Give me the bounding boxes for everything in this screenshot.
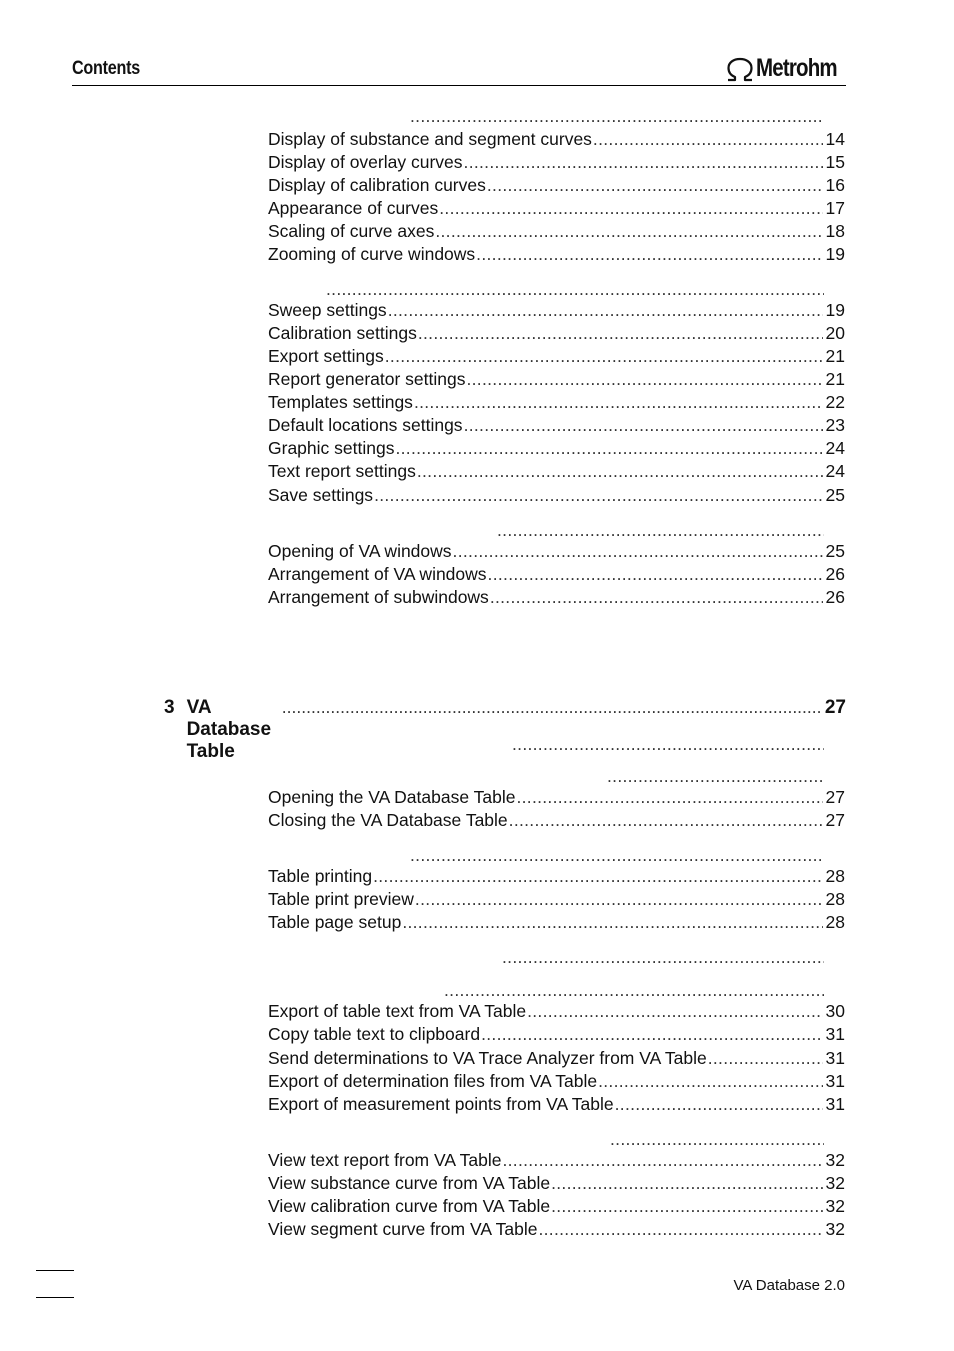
- toc-entry[interactable]: [268, 485, 845, 507]
- toc-entry[interactable]: [268, 221, 845, 243]
- toc-entry-label: Table printing: [268, 866, 373, 886]
- toc-leader: [615, 1094, 823, 1115]
- toc-entry-label: Display of overlay curves: [268, 152, 463, 172]
- footer-product-name: VA Database 2.0: [733, 1277, 845, 1294]
- toc-entry-label: Scaling of curve axes: [268, 221, 435, 241]
- toc-leader: [538, 1219, 823, 1240]
- toc-entry[interactable]: [268, 787, 845, 809]
- toc-leader: [516, 787, 823, 808]
- toc-entry-page: 22: [825, 392, 845, 412]
- toc-leader: [388, 300, 823, 321]
- toc-entry-page: 19: [825, 244, 845, 264]
- toc-entry-page: 27: [825, 810, 845, 830]
- toc-leader: [453, 541, 823, 562]
- section-leader: [502, 947, 824, 969]
- toc-entry-label: Save settings: [268, 485, 374, 505]
- toc-entry-page: 25: [825, 541, 845, 561]
- section-leader: [497, 520, 824, 542]
- toc-entry-label: Table page setup: [268, 912, 402, 932]
- toc-entry[interactable]: [268, 1219, 845, 1241]
- toc-entry[interactable]: [268, 1150, 845, 1172]
- toc-entry-page: 26: [825, 564, 845, 584]
- toc-entry[interactable]: [268, 300, 845, 322]
- omega-icon: [725, 56, 755, 84]
- toc-entry-page: 28: [825, 866, 845, 886]
- chapter-heading[interactable]: [164, 697, 846, 762]
- toc-entry-page: 32: [825, 1150, 845, 1170]
- toc-entry-page: 25: [825, 485, 845, 505]
- toc-entry-label: Default locations settings: [268, 415, 463, 435]
- toc-entry-label: View substance curve from VA Table: [268, 1173, 551, 1193]
- toc-entry-label: Report generator settings: [268, 369, 466, 389]
- toc-entry-label: View text report from VA Table: [268, 1150, 502, 1170]
- toc-entry-label: Appearance of curves: [268, 198, 439, 218]
- toc-entry[interactable]: [268, 1048, 845, 1070]
- toc-leader: [439, 198, 823, 219]
- toc-entry-page: 21: [825, 369, 845, 389]
- chapter-number: 3: [164, 697, 175, 718]
- section-leader: [512, 734, 824, 756]
- toc-leader: [551, 1196, 823, 1217]
- toc-entry-page: 17: [825, 198, 845, 218]
- toc-entry[interactable]: [268, 175, 845, 197]
- page-header-title: Contents: [72, 58, 140, 79]
- toc-entry-label: Table print preview: [268, 889, 414, 909]
- toc-leader: [282, 697, 823, 718]
- toc-leader: [402, 912, 823, 933]
- toc-entry[interactable]: [268, 152, 845, 174]
- toc-entry-label: Opening of VA windows: [268, 541, 452, 561]
- toc-entry-label: Calibration settings: [268, 323, 417, 343]
- section-leader: [326, 279, 824, 301]
- toc-entry-label: Arrangement of VA windows: [268, 564, 487, 584]
- toc-entry[interactable]: [268, 889, 845, 911]
- toc-entry-label: Display of calibration curves: [268, 175, 486, 195]
- toc-entry-page: 32: [825, 1196, 845, 1216]
- toc-entry-label: Opening the VA Database Table: [268, 787, 516, 807]
- toc-entry-page: 24: [825, 461, 845, 481]
- toc-entry[interactable]: [268, 564, 845, 586]
- toc-entry-page: 15: [825, 152, 845, 172]
- toc-leader: [385, 346, 823, 367]
- toc-entry-label: Copy table text to clipboard: [268, 1024, 481, 1044]
- chapter-title: VA Database Table: [186, 697, 272, 762]
- toc-entry[interactable]: [268, 415, 845, 437]
- toc-entry[interactable]: [268, 129, 845, 151]
- header-rule: [72, 85, 846, 86]
- toc-leader: [415, 889, 823, 910]
- section-leader: [410, 845, 824, 867]
- toc-leader: [466, 369, 823, 390]
- toc-leader: [418, 323, 823, 344]
- toc-entry-label: Send determinations to VA Trace Analyzer from VA Table: [268, 1048, 707, 1068]
- toc-entry-page: 31: [825, 1024, 845, 1044]
- toc-entry-page: 31: [825, 1071, 845, 1091]
- toc-entry[interactable]: [268, 461, 845, 483]
- toc-entry-label: Display of substance and segment curves: [268, 129, 592, 149]
- toc-leader: [527, 1001, 823, 1022]
- toc-entry-label: Text report settings: [268, 461, 416, 481]
- toc-entry[interactable]: [268, 1094, 845, 1116]
- toc-entry-page: 28: [825, 889, 845, 909]
- toc-entry[interactable]: [268, 369, 845, 391]
- toc-entry-label: Sweep settings: [268, 300, 387, 320]
- toc-leader: [490, 587, 823, 608]
- toc-entry-page: 30: [825, 1001, 845, 1021]
- toc-entry[interactable]: [268, 346, 845, 368]
- toc-leader: [417, 461, 823, 482]
- toc-leader: [464, 415, 823, 436]
- section-leader: [607, 766, 824, 788]
- toc-leader: [487, 175, 823, 196]
- toc-leader: [414, 392, 823, 413]
- toc-entry-page: 24: [825, 438, 845, 458]
- toc-entry[interactable]: [268, 1196, 845, 1218]
- toc-entry[interactable]: [268, 810, 845, 832]
- toc-entry-page: 31: [825, 1094, 845, 1114]
- toc-entry[interactable]: [268, 1001, 845, 1023]
- toc-entry-page: 14: [825, 129, 845, 149]
- toc-leader: [374, 485, 823, 506]
- toc-leader: [435, 221, 823, 242]
- toc-entry[interactable]: [268, 438, 845, 460]
- chapter-page: 27: [824, 697, 846, 718]
- toc-entry-page: 23: [825, 415, 845, 435]
- toc-entry-label: Templates settings: [268, 392, 413, 412]
- toc-entry-label: Graphic settings: [268, 438, 395, 458]
- logo-text: Metrohm: [756, 54, 837, 82]
- toc-entry-page: 21: [825, 346, 845, 366]
- toc-entry[interactable]: [268, 1173, 845, 1195]
- toc-entry[interactable]: [268, 198, 845, 220]
- footer-rule: [36, 1297, 74, 1298]
- toc-leader: [476, 244, 823, 265]
- toc-entry-page: 28: [825, 912, 845, 932]
- toc-leader: [502, 1150, 823, 1171]
- toc-entry-label: View calibration curve from VA Table: [268, 1196, 551, 1216]
- toc-entry-page: 20: [825, 323, 845, 343]
- toc-entry[interactable]: [268, 392, 845, 414]
- toc-entry[interactable]: [268, 323, 845, 345]
- toc-entry-page: 19: [825, 300, 845, 320]
- toc-leader: [551, 1173, 823, 1194]
- toc-entry[interactable]: [268, 587, 845, 609]
- section-leader: [444, 980, 824, 1002]
- section-leader: [410, 106, 824, 128]
- toc-entry[interactable]: [268, 1024, 845, 1046]
- toc-entry[interactable]: [268, 866, 845, 888]
- toc-entry-label: Closing the VA Database Table: [268, 810, 508, 830]
- toc-entry-page: 26: [825, 587, 845, 607]
- toc-leader: [488, 564, 823, 585]
- toc-leader: [509, 810, 823, 831]
- toc-entry-page: 32: [825, 1219, 845, 1239]
- toc-entry[interactable]: [268, 912, 845, 934]
- toc-leader: [481, 1024, 823, 1045]
- toc-entry-page: 16: [825, 175, 845, 195]
- toc-entry-label: Export of determination files from VA Table: [268, 1071, 598, 1091]
- toc-leader: [593, 129, 823, 150]
- toc-entry-page: 18: [825, 221, 845, 241]
- footer-rule: [36, 1270, 74, 1271]
- toc-entry[interactable]: [268, 244, 845, 266]
- toc-entry-page: 27: [825, 787, 845, 807]
- toc-entry[interactable]: [268, 541, 845, 563]
- toc-entry-page: 31: [825, 1048, 845, 1068]
- toc-leader: [373, 866, 823, 887]
- toc-entry-page: 32: [825, 1173, 845, 1193]
- toc-leader: [708, 1048, 823, 1069]
- toc-entry-label: Export of table text from VA Table: [268, 1001, 527, 1021]
- toc-entry-label: View segment curve from VA Table: [268, 1219, 538, 1239]
- toc-entry-label: Export settings: [268, 346, 384, 366]
- metrohm-logo: [725, 54, 847, 84]
- toc-entry-label: Export of measurement points from VA Table: [268, 1094, 614, 1114]
- toc-leader: [395, 438, 823, 459]
- toc-leader: [598, 1071, 823, 1092]
- toc-entry-label: Arrangement of subwindows: [268, 587, 489, 607]
- section-leader: [610, 1129, 824, 1151]
- toc-leader: [464, 152, 823, 173]
- toc-entry[interactable]: [268, 1071, 845, 1093]
- toc-entry-label: Zooming of curve windows: [268, 244, 476, 264]
